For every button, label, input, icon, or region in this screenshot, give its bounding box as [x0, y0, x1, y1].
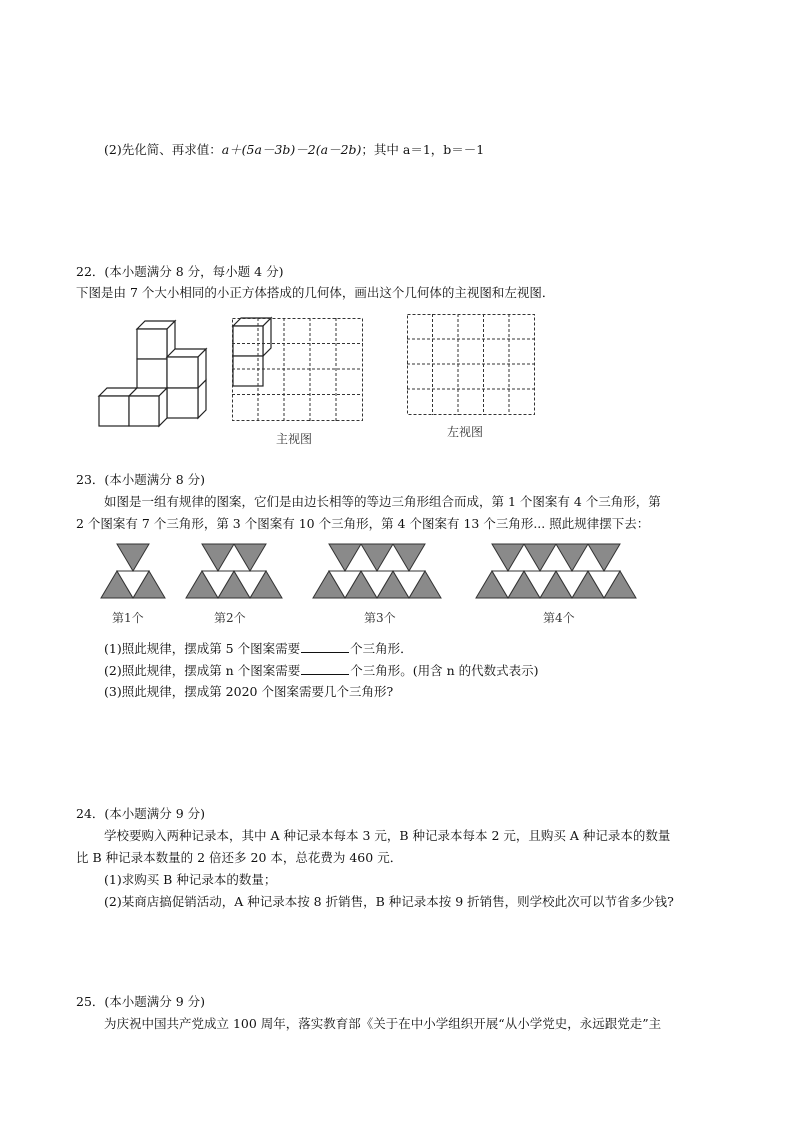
q23-sub1 [104, 640, 413, 657]
q25-header: 25．(本小题满分 9 分) [76, 994, 206, 1009]
q23-sub3: (3)照此规律，摆成第 2020 个图案需要几个三角形? [104, 684, 394, 699]
figure-caption-4: 第4个 [543, 611, 575, 625]
gray-top-triangle [588, 544, 620, 571]
gray-top-triangle [234, 544, 266, 571]
q21-part2-prefix: (2)先化简、再求值： [104, 142, 222, 157]
figure-caption-3: 第3个 [364, 611, 396, 625]
answer-blank-2[interactable] [301, 662, 349, 675]
answer-blank-1[interactable] [301, 640, 349, 653]
q23-sub2 [104, 662, 538, 679]
q22-prompt: 下图是由 7 个大小相同的小正方体搭成的几何体，画出这个几何体的主视图和左视图． [76, 285, 555, 300]
q24-text-line1: 学校要购入两种记录本，其中 A 种记录本每本 3 元，B 种记录本每本 2 元，且购买 A 种记录本的数量 [104, 828, 671, 843]
gray-top-triangle [492, 544, 524, 571]
gray-top-triangle [117, 544, 149, 571]
figure-caption-2: 第2个 [214, 611, 246, 625]
q24-sub1: (1)求购买 B 种记录本的数量； [104, 872, 277, 887]
gray-top-triangle [524, 544, 556, 571]
q23-text-line1: 如图是一组有规律的图案，它们是由边长相等的等边三角形组合而成，第 1 个图案有 4 个三角形，第 [104, 494, 661, 509]
figure-caption-1: 第1个 [112, 611, 144, 625]
gray-top-triangle [329, 544, 361, 571]
q24-sub2: (2)某商店搞促销活动，A 种记录本按 8 折销售，B 种记录本按 9 折销售，则学校此次可以节省多少钱? [104, 894, 674, 909]
front-view-caption: 主视图 [276, 432, 313, 446]
q21-part2-suffix: ；其中 a＝1，b＝－1 [361, 142, 485, 157]
q25-text-line1: 为庆祝中国共产党成立 100 周年，落实教育部《关于在中小学组织开展“从小学党史，永远跟党走”主 [104, 1016, 662, 1031]
gray-top-triangle [361, 544, 393, 571]
q23-sub1-after: 个三角形． [350, 641, 413, 656]
q23-text-line2: 2 个图案有 7 个三角形，第 3 个图案有 10 个三角形，第 4 个图案有 13 个三角形... 照此规律摆下去： [76, 516, 650, 531]
q24-header: 24．(本小题满分 9 分) [76, 806, 206, 821]
gray-top-triangle [393, 544, 425, 571]
q24-text-line2: 比 B 种记录本数量的 2 倍还多 20 本，总花费为 460 元． [76, 850, 403, 865]
q23-header: 23．(本小题满分 8 分) [76, 472, 206, 487]
q22-header: 22．(本小题满分 8 分，每小题 4 分) [76, 264, 284, 279]
q23-sub2-after: 个三角形。(用含 n 的代数式表示) [350, 663, 539, 678]
q23-sub1-before: (1)照此规律，摆成第 5 个图案需要 [104, 641, 301, 656]
q23-sub2-before: (2)照此规律，摆成第 n 个图案需要 [104, 663, 301, 678]
gray-top-triangle [556, 544, 588, 571]
left-view-caption: 左视图 [447, 425, 484, 439]
gray-top-triangle [202, 544, 234, 571]
q21-part2-expression: a＋(5a－3b)－2(a－2b) [221, 142, 362, 157]
